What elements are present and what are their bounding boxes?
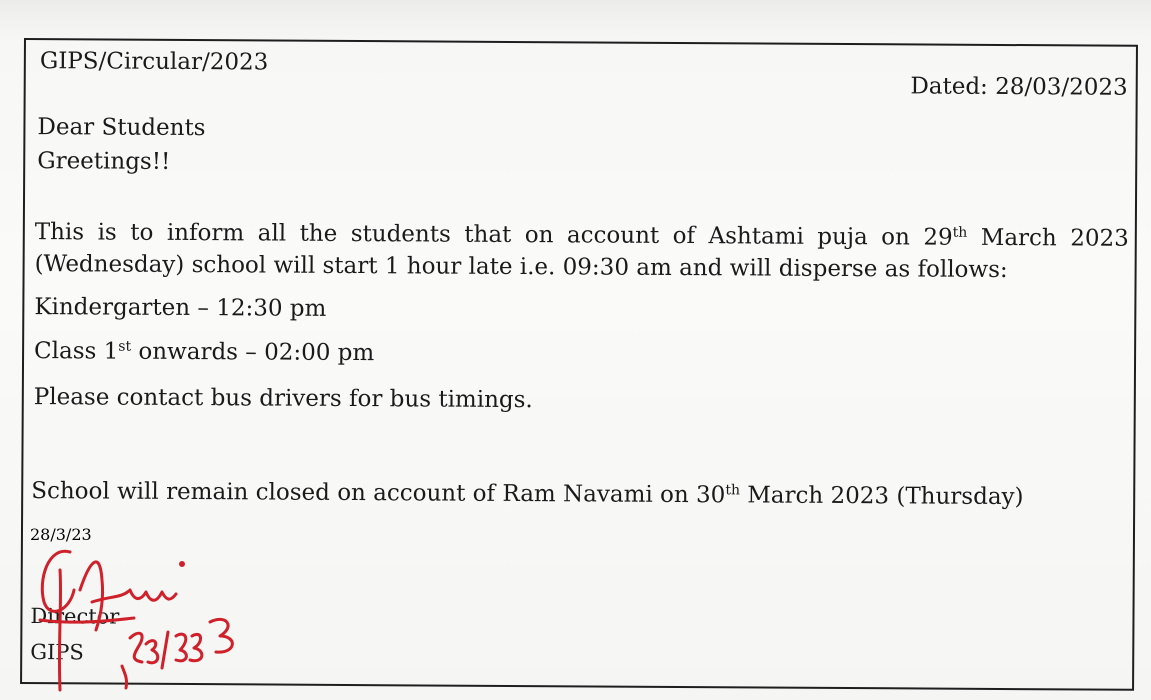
closure-notice [31,480,1023,509]
class-timing-start: Class 1 [34,338,119,365]
announcement-paragraph [35,216,1129,287]
announcement-text-start: This is to inform all the students that on account of Ashtami puja on 29 [34,219,953,251]
ordinal-suffix: th [725,482,741,499]
circular-reference: GIPS/Circular/2023 [39,48,269,76]
class-timing [34,340,374,365]
greeting: Greetings!! [37,148,171,175]
handwritten-signature [30,525,280,700]
ordinal-suffix: th [952,224,968,241]
kindergarten-timing: Kindergarten – 12:30 pm [34,294,327,322]
signature-date: 28/3/23 [30,525,92,544]
signatory-organization: GIPS [30,640,84,665]
announcement-text-end: March 2023 (Wednesday) school will start 1 hour late i.e. 09:30 am and will disperse as follows: [34,224,1129,284]
closure-text-start: School will remain closed on account of Ram Navami on 30 [31,478,726,509]
ordinal-suffix: st [118,338,132,355]
salutation: Dear Students [37,114,206,142]
signatory-title: Director [30,604,120,629]
circular-date: Dated: 28/03/2023 [910,73,1128,101]
bus-note: Please contact bus drivers for bus timings. [33,384,533,414]
class-timing-end: onwards – 02:00 pm [131,338,375,367]
closure-text-end: March 2023 (Thursday) [739,482,1024,511]
